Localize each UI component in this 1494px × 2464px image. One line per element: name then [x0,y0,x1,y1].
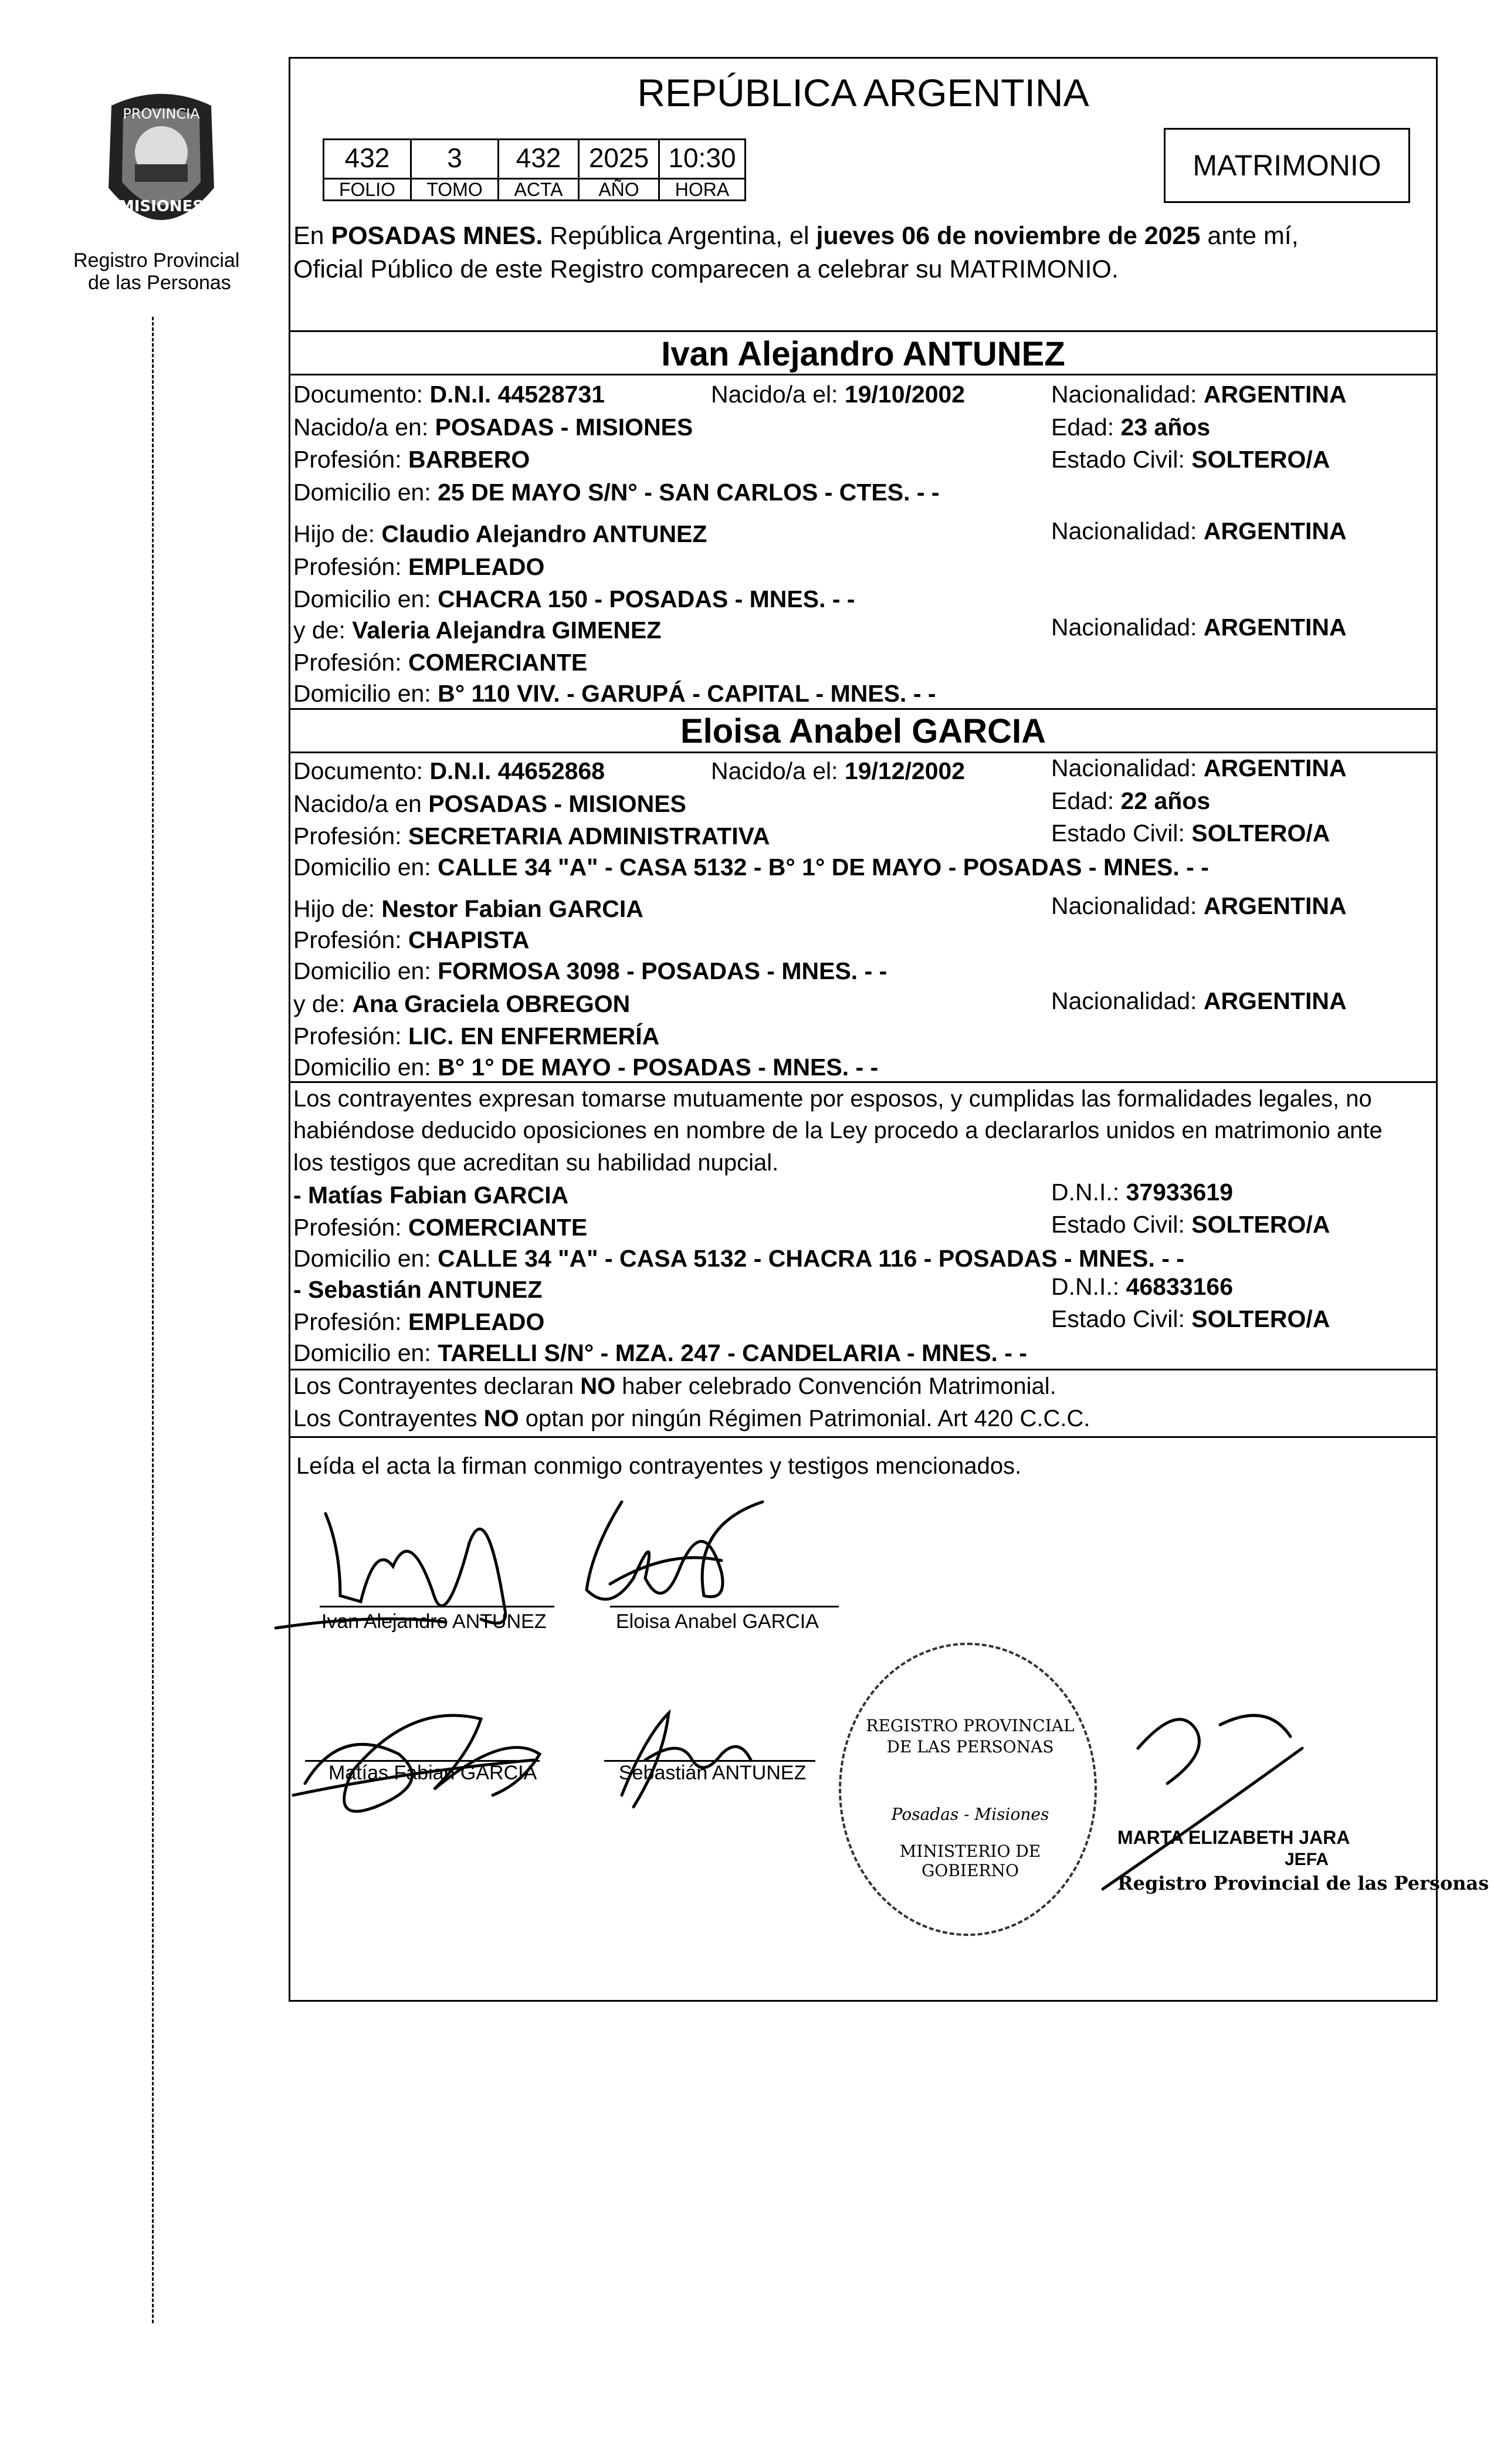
spouse1-profession [293,445,530,474]
witness2-address [293,1338,1027,1368]
value: ARGENTINA [1203,517,1347,544]
value: ARGENTINA [1203,614,1347,641]
spouse2-mother [293,989,630,1018]
value: COMERCIANTE [408,649,588,676]
convention-line-1 [293,1372,1056,1401]
value: 19/10/2002 [844,381,965,408]
value: EMPLEADO [408,1308,545,1335]
spouse1-address [293,478,940,507]
label: Estado Civil: [1051,1211,1192,1238]
label: Hijo de: [293,895,382,922]
label: Nacionalidad: [1051,892,1204,919]
stamp-bottom-text: MINISTERIO DE GOBIERNO [899,1842,1041,1880]
closing-text: Leída el acta la firman conmigo contrayentes y testigos mencionados. [296,1453,1022,1479]
value: ARGENTINA [1203,754,1347,781]
label: Edad: [1051,787,1121,814]
label: Domicilio en: [293,585,438,612]
spouse1-father-address [293,584,855,614]
label: Profesión: [293,446,408,473]
spouse1-civil [1051,445,1330,474]
value: SOLTERO/A [1191,1305,1330,1332]
declaration-line-2: habiéndose deducido oposiciones en nombre de la Ley procedo a declararlos unidos en matrimonio ante [293,1118,1383,1143]
intro-line-2: Oficial Público de este Registro comparecen a celebrar su MATRIMONIO. [293,255,1119,283]
spouse1-doc [293,380,605,409]
value: D.N.I. 44528731 [429,381,605,408]
signature-label-eloisa: Eloisa Anabel GARCIA [616,1610,819,1633]
witness1-dni [1051,1177,1233,1207]
hora-label: HORA [658,178,746,201]
value: Ana Graciela OBREGON [352,990,631,1017]
spouse2-doc [293,756,605,786]
official-office: Registro Provincial de las Personas [1117,1872,1489,1894]
label: Nacionalidad: [1051,987,1204,1014]
signature-label-ivan: Ivan Alejandro ANTUNEZ [321,1610,547,1633]
divider [290,1436,1436,1438]
official-name: MARTA ELIZABETH JARA [1117,1827,1350,1848]
spouse2-mother-profession [293,1021,659,1051]
value: COMERCIANTE [408,1214,588,1241]
spouse1-father [293,519,707,549]
signature-label-matias: Matías Fabian GARCIA [328,1762,537,1784]
official-stamp [839,1643,1097,1936]
folio-label: FOLIO [323,178,412,201]
spouse2-father [293,894,643,923]
spouse2-father-address [293,956,887,986]
label: Profesión: [293,1214,408,1241]
province-seal [88,88,235,246]
ano-label: AÑO [578,178,660,201]
label: Nacionalidad: [1051,614,1204,641]
spouse1-mother-address [293,679,936,708]
declaration-line-3: los testigos que acreditan su habilidad nupcial. [293,1150,779,1176]
spouse2-father-nationality [1051,891,1347,920]
seal-text-bottom: MISIONES [118,198,204,215]
label: Profesión: [293,649,408,676]
value: CHACRA 150 - POSADAS - MNES. - - [438,585,855,612]
spouse1-father-nationality [1051,516,1347,546]
spouse1-mother-nationality [1051,612,1347,642]
spouse2-mother-nationality [1051,986,1347,1016]
value: B° 1° DE MAYO - POSADAS - MNES. - - [438,1054,879,1081]
value: FORMOSA 3098 - POSADAS - MNES. - - [438,957,887,984]
spouse2-profession [293,821,770,851]
hora-value: 10:30 [658,138,746,180]
text: haber celebrado Convención Matrimonial. [615,1373,1056,1399]
label: Documento: [293,757,430,784]
value: LIC. EN ENFERMERÍA [408,1023,660,1050]
value: 25 DE MAYO S/N° - SAN CARLOS - CTES. - - [438,479,940,506]
label: Domicilio en: [293,1245,438,1272]
stamp-ring-text: REGISTRO PROVINCIAL DE LAS PERSONAS [866,1716,1075,1756]
label: Nacido/a en [293,790,429,817]
spouse2-born-in [293,789,686,818]
emphasis: NO [580,1373,616,1399]
value: SECRETARIA ADMINISTRATIVA [408,823,770,849]
spouse2-name: Eloisa Anabel GARCIA [680,712,1046,750]
value: ARGENTINA [1203,381,1347,408]
spouse1-mother-profession [293,648,587,677]
value: BARBERO [408,446,530,473]
label: Estado Civil: [1051,820,1192,847]
value: 22 años [1120,787,1211,814]
intro-line-1 [293,221,1299,251]
witness1-civil [1051,1210,1330,1239]
label: Estado Civil: [1051,1305,1192,1332]
ano-value: 2025 [578,138,660,180]
country-title: REPÚBLICA ARGENTINA [637,71,1089,114]
intro-date: jueves 06 de noviembre de 2025 [816,222,1201,250]
stamp-center-text: Posadas - Misiones [891,1805,1049,1824]
spouse1-mother [293,615,661,645]
label: y de: [293,990,353,1017]
label: Documento: [293,381,430,408]
act-type-box [1164,128,1410,203]
tomo-value: 3 [410,138,499,180]
convention-line-2 [293,1404,1090,1433]
text: Los Contrayentes declaran [293,1373,581,1399]
tomo-label: TOMO [410,178,499,201]
label: Nacido/a el: [711,757,845,784]
witness2-name: - Sebastián ANTUNEZ [293,1276,543,1303]
label: Domicilio en: [293,1339,438,1366]
value: ARGENTINA [1203,892,1347,919]
label: Profesión: [293,553,408,580]
signature-line [610,1606,839,1607]
witness1-address [293,1244,1184,1273]
spouse2-nationality [1051,753,1347,783]
value: TARELLI S/N° - MZA. 247 - CANDELARIA - MNES. - - [438,1339,1028,1366]
label: Nacido/a en: [293,414,435,441]
spouse1-age [1051,412,1210,442]
seal-text-top: PROVINCIA [123,106,200,122]
label: Edad: [1051,414,1121,441]
value: 19/12/2002 [844,757,965,784]
signature-scribbles [258,1478,1414,1995]
intro-text: República Argentina, el [543,222,817,250]
divider [290,1081,1436,1083]
spouse2-born-on [711,756,965,786]
signature-eloisa-drawing [587,1502,763,1599]
spouse2-father-profession [293,925,530,955]
witness2-profession [293,1307,544,1336]
intro-text: ante mí, [1200,222,1299,250]
label: Profesión: [293,1023,408,1050]
value: D.N.I. 44652868 [429,757,605,784]
value: SOLTERO/A [1191,446,1330,473]
value: Nestor Fabian GARCIA [381,895,643,922]
label: Nacido/a el: [711,381,845,408]
divider [290,330,1436,332]
label: Domicilio en: [293,479,438,506]
spouse2-age [1051,786,1210,815]
value: Claudio Alejandro ANTUNEZ [381,520,707,547]
divider [290,374,1436,375]
value: POSADAS - MISIONES [428,790,686,817]
registry-line-1: Registro Provincial [73,249,240,272]
label: Nacionalidad: [1051,517,1204,544]
official-signature-drawing [1103,1715,1302,1889]
value: EMPLEADO [408,553,545,580]
label: D.N.I.: [1051,1179,1126,1206]
value: 37933619 [1126,1179,1233,1206]
folio-value: 432 [323,138,412,180]
value: CHAPISTA [408,926,530,953]
value: POSADAS - MISIONES [435,414,693,441]
witness1-name: - Matías Fabian GARCIA [293,1182,569,1209]
text: Los Contrayentes [293,1406,484,1431]
signature-line [320,1606,554,1607]
spouse2-mother-address [293,1052,878,1082]
value: CALLE 34 "A" - CASA 5132 - B° 1° DE MAYO - POSADAS - MNES. - - [438,854,1209,881]
witness1-profession [293,1213,587,1242]
label: Nacionalidad: [1051,754,1204,781]
value: ARGENTINA [1203,987,1347,1014]
label: Domicilio en: [293,957,438,984]
label: Profesión: [293,823,408,849]
value: SOLTERO/A [1191,1211,1330,1238]
act-type: MATRIMONIO [1193,149,1381,182]
value: 46833166 [1126,1273,1233,1300]
spouse1-name: Ivan Alejandro ANTUNEZ [661,335,1065,373]
label: D.N.I.: [1051,1273,1126,1300]
label: Estado Civil: [1051,446,1192,473]
spouse2-civil [1051,818,1330,848]
value: 23 años [1120,414,1211,441]
divider [290,1369,1436,1370]
spouse1-born-on [711,380,965,409]
value: SOLTERO/A [1191,820,1330,847]
spouse1-nationality [1051,380,1347,409]
signature-label-sebastian: Sebastián ANTUNEZ [619,1762,807,1784]
value: Valeria Alejandra GIMENEZ [352,617,662,644]
acta-value: 432 [497,138,580,180]
acta-label: ACTA [497,178,580,201]
label: Domicilio en: [293,680,438,707]
text: optan por ningún Régimen Patrimonial. Art 420 C.C.C. [519,1406,1090,1431]
label: Domicilio en: [293,854,438,881]
witness2-dni [1051,1272,1233,1301]
margin-rule [152,317,154,2323]
spouse2-address [293,852,1209,882]
intro-text: En [293,222,331,250]
label: Profesión: [293,926,408,953]
intro-city: POSADAS MNES. [331,222,543,250]
spouse1-father-profession [293,552,544,581]
spouse1-born-in [293,412,693,442]
label: y de: [293,617,353,644]
divider [290,708,1436,710]
value: CALLE 34 "A" - CASA 5132 - CHACRA 116 - POSADAS - MNES. - - [438,1245,1184,1272]
declaration-line-1: Los contrayentes expresan tomarse mutuamente por esposos, y cumplidas las formalidades legales, no [293,1086,1372,1112]
label: Profesión: [293,1308,408,1335]
emphasis: NO [483,1406,519,1431]
label: Hijo de: [293,520,382,547]
registry-line-2: de las Personas [88,272,231,294]
value: B° 110 VIV. - GARUPÁ - CAPITAL - MNES. - - [438,680,936,707]
witness2-civil [1051,1304,1330,1333]
label: Domicilio en: [293,1054,438,1081]
label: Nacionalidad: [1051,381,1204,408]
official-title: JEFA [1285,1850,1329,1869]
